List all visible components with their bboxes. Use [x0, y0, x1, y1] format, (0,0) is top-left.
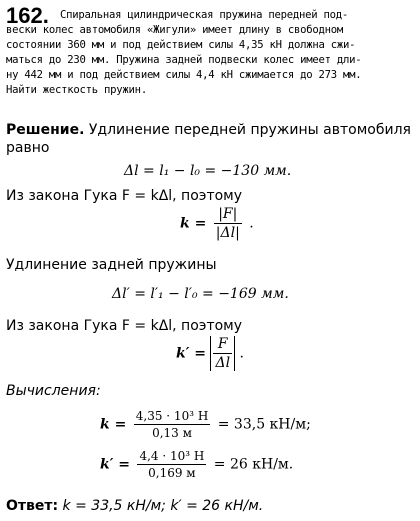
fraction-denominator: |Δl|: [215, 225, 240, 241]
equation-k-prime: [176, 336, 244, 371]
abs-fraction: [210, 336, 235, 371]
fraction-k-prime: [213, 336, 232, 371]
calc-k-lhs: k =: [100, 416, 127, 433]
calc-k-prime-result: = 26 кН/м.: [213, 456, 294, 473]
problem-line: вески колес автомобиля «Жигули» имеет длину в свободном: [6, 24, 344, 36]
calc-k-prime-lhs: k′ =: [100, 456, 130, 473]
problem-line: Найти жесткость пружин.: [6, 84, 147, 96]
calc-k-result: = 33,5 кН/м;: [217, 416, 311, 433]
equation-front-elongation: Δl = l₁ − l₀ = −130 мм.: [124, 163, 292, 179]
solution-heading: [6, 122, 411, 138]
answer-label: Ответ:: [6, 498, 59, 514]
calculations-label: Вычисления:: [6, 383, 101, 399]
solution-intro-2: равно: [6, 140, 50, 156]
fraction-denominator: 0,13 м: [134, 424, 211, 440]
equation-end: .: [249, 215, 254, 232]
k-prime-lhs: k′ =: [176, 345, 206, 362]
fraction-k: [214, 206, 242, 241]
answer-line: [6, 498, 263, 514]
rear-spring-label: Удлинение задней пружины: [6, 257, 217, 273]
hooke-law-line-1: Из закона Гука F = kΔl, поэтому: [6, 188, 243, 204]
answer-text: k = 33,5 кН/м; k′ = 26 кН/м.: [62, 498, 264, 514]
problem-line: Спиральная цилиндрическая пружина передней под-: [60, 9, 349, 21]
equation-k: [180, 206, 254, 241]
equation-rear-elongation: Δl′ = l′₁ − l′₀ = −169 мм.: [112, 286, 289, 302]
fraction-numerator: 4,35 · 10³ Н: [135, 409, 209, 423]
problem-number: 162.: [6, 3, 49, 28]
fraction-calc-k-prime: [137, 449, 206, 480]
calculation-k-prime: [100, 449, 293, 480]
fraction-calc-k: [134, 409, 211, 440]
hooke-law-line-2: Из закона Гука F = kΔl, поэтому: [6, 318, 243, 334]
fraction-numerator: 4,4 · 10³ Н: [139, 449, 205, 463]
solution-intro: Удлинение передней пружины автомобиля: [88, 122, 411, 138]
calculation-k: [100, 409, 311, 440]
problem-line: маться до 230 мм. Пружина задней подвески колес имеет дли-: [6, 54, 362, 66]
fraction-denominator: 0,169 м: [137, 464, 206, 480]
equation-end: .: [239, 345, 244, 362]
fraction-numerator: |F|: [218, 206, 238, 222]
problem-line: состоянии 360 мм и под действием силы 4,35 кН должна сжи-: [6, 39, 356, 51]
problem-line: ну 442 мм и под действием силы 4,4 кН сжимается до 273 мм.: [6, 69, 362, 81]
k-lhs: k =: [180, 215, 207, 232]
solution-label: Решение.: [6, 122, 85, 138]
fraction-denominator: Δl: [215, 355, 231, 371]
fraction-numerator: F: [217, 336, 228, 352]
